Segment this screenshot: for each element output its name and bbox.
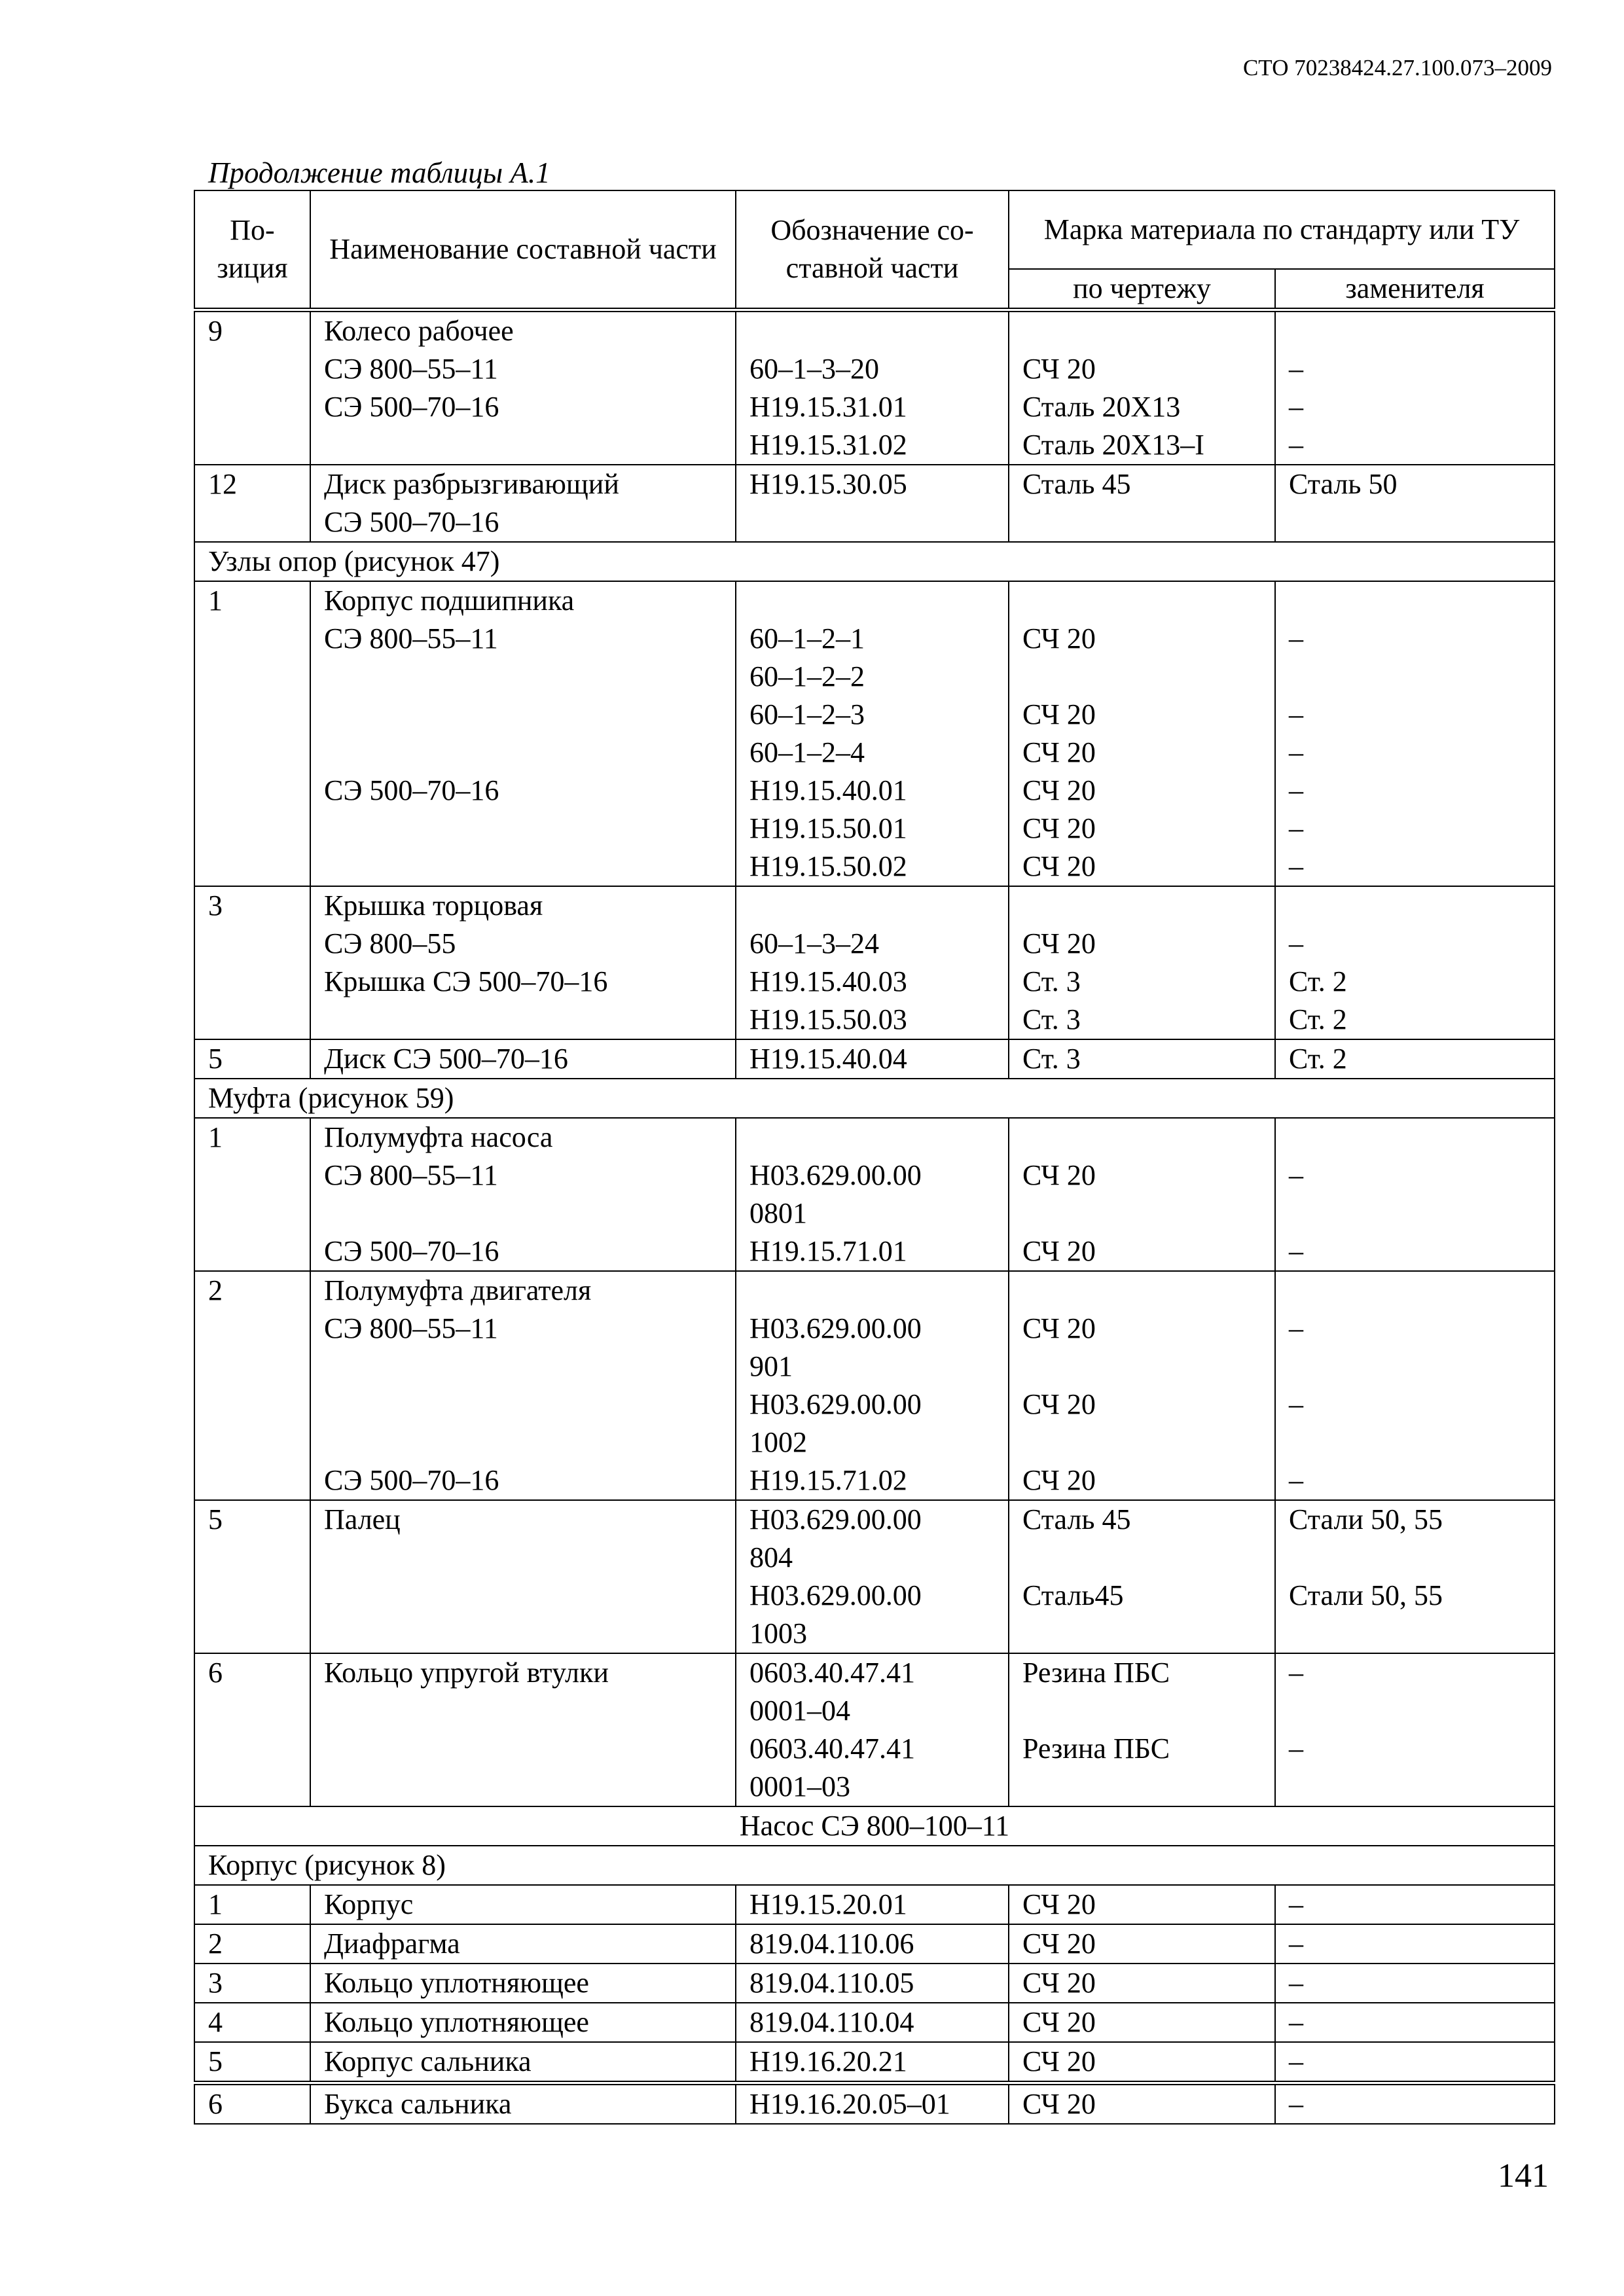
substitute-cell [1275,1924,1555,1964]
table-row [194,1924,1555,1964]
material-cell [1009,2003,1275,2042]
document-code: СТО 70238424.27.100.073–2009 [1242,55,1552,81]
material-line: СЧ 20 [1022,1159,1096,1191]
section-heading: Корпус (рисунок 8) [194,1846,1555,1885]
table-row [194,1079,1555,1118]
name-line: Колесо рабочее [324,315,514,347]
material-line [1022,1539,1261,1577]
designation-cell [736,465,1009,542]
designation-line: Н03.629.00.00 [749,1312,922,1344]
position-value: 5 [208,1043,223,1075]
designation-line [749,1119,995,1157]
designation-line: Н19.15.50.03 [749,1003,907,1035]
position-value: 9 [208,315,223,347]
material-line: СЧ 20 [1022,1928,1096,1960]
material-cell [1009,2042,1275,2083]
designation-line: 60–1–2–4 [749,736,865,768]
name-line [324,734,722,772]
designation-line: 60–1–3–24 [749,927,879,960]
table-row [194,1653,1555,1806]
position-cell [194,1039,310,1079]
position-value: 2 [208,1928,223,1960]
position-cell [194,310,310,465]
designation-cell [736,2003,1009,2042]
designation-line: Н19.15.40.04 [749,1043,907,1075]
name-line [324,1577,722,1615]
substitute-line [1289,1348,1541,1386]
name-line [324,1386,722,1424]
substitute-line: – [1289,1312,1303,1344]
designation-cell [736,1039,1009,1079]
material-line [1022,1615,1261,1653]
material-line [1022,658,1261,696]
name-line: СЭ 500–70–16 [324,1235,499,1267]
name-line [324,1730,722,1768]
substitute-cell [1275,1885,1555,1924]
materials-table [194,190,1555,2125]
material-line: Сталь 45 [1022,468,1131,500]
name-line [324,696,722,734]
substitute-cell [1275,1271,1555,1500]
name-line [324,848,722,886]
header-by-drawing: по чертежу [1009,269,1275,310]
designation-cell [736,1964,1009,2003]
name-line [324,1615,722,1653]
name-line: Диск разбрызгивающий [324,468,619,500]
designation-line: 60–1–2–3 [749,698,865,730]
designation-line: 0801 [749,1197,807,1229]
material-line [1022,1424,1261,1462]
header-substitute: заменителя [1275,269,1555,310]
table-row [194,1885,1555,1924]
position-value: 5 [208,1503,223,1535]
name-line: Кольцо уплотняющее [324,2006,589,2038]
material-cell [1009,1653,1275,1806]
position-value: 3 [208,1967,223,1999]
table-row [194,1964,1555,2003]
designation-line: Н19.15.50.02 [749,850,907,882]
table-row [194,1118,1555,1271]
position-cell [194,465,310,542]
substitute-line: – [1289,2088,1303,2120]
designation-line: Н19.16.20.05–01 [749,2088,950,2120]
table-row [194,2042,1555,2083]
substitute-line: – [1289,774,1303,806]
designation-cell [736,310,1009,465]
material-line: Ст. 3 [1022,965,1081,997]
name-cell [310,1039,736,1079]
substitute-line: Ст. 2 [1289,1043,1347,1075]
substitute-line: Сталь 50 [1289,468,1398,500]
substitute-line [1289,1539,1541,1577]
page-number: 141 [1498,2157,1549,2195]
table-body [194,310,1555,2125]
designation-line: Н03.629.00.00 [749,1388,922,1420]
substitute-line [1289,1768,1541,1806]
designation-cell [736,1924,1009,1964]
position-value: 1 [208,1888,223,1920]
substitute-line: – [1289,736,1303,768]
designation-line: Н19.15.71.01 [749,1235,907,1267]
substitute-line [1289,312,1541,350]
name-cell [310,1924,736,1964]
name-line: СЭ 800–55–11 [324,1159,498,1191]
name-cell [310,310,736,465]
substitute-cell [1275,1653,1555,1806]
designation-line: Н03.629.00.00 [749,1159,922,1191]
name-cell [310,465,736,542]
table-row [194,886,1555,1039]
substitute-line: – [1289,429,1303,461]
table-row [194,1039,1555,1079]
designation-line: Н19.15.50.01 [749,812,907,844]
substitute-line: – [1289,1464,1303,1496]
position-cell [194,1653,310,1806]
name-line: СЭ 800–55–11 [324,353,498,385]
name-line [324,1348,722,1386]
designation-line: Н19.15.71.02 [749,1464,907,1496]
material-line [1022,1272,1261,1310]
name-line: Корпус [324,1888,414,1920]
name-line: Крышка торцовая [324,889,543,922]
material-line [1022,1768,1261,1806]
material-line: СЧ 20 [1022,736,1096,768]
position-cell [194,2083,310,2125]
substitute-line: – [1289,812,1303,844]
substitute-cell [1275,581,1555,886]
name-cell [310,1500,736,1653]
designation-line: 0001–04 [749,1695,850,1727]
name-line: СЭ 800–55 [324,927,456,960]
substitute-line: – [1289,1388,1303,1420]
name-cell [310,1964,736,2003]
designation-line: 60–1–2–1 [749,622,865,655]
designation-cell [736,2083,1009,2125]
name-line: СЭ 800–55–11 [324,1312,498,1344]
name-cell [310,2042,736,2083]
name-cell [310,1885,736,1924]
substitute-line: – [1289,353,1303,385]
designation-line: 60–1–3–20 [749,353,879,385]
material-cell [1009,1964,1275,2003]
material-cell [1009,1039,1275,1079]
material-line [1022,582,1261,620]
name-line [324,1692,722,1730]
name-line [324,810,722,848]
material-line: СЧ 20 [1022,1464,1096,1496]
designation-line: 0603.40.47.41 [749,1732,915,1765]
position-value: 6 [208,2088,223,2120]
position-cell [194,581,310,886]
substitute-cell [1275,886,1555,1039]
material-line [1022,312,1261,350]
designation-line: 819.04.110.04 [749,2006,914,2038]
material-cell [1009,581,1275,886]
material-line: Резина ПБС [1022,1732,1170,1765]
substitute-line: – [1289,850,1303,882]
designation-line [749,503,995,541]
position-cell [194,1118,310,1271]
position-value: 4 [208,2006,223,2038]
substitute-line: – [1289,927,1303,960]
material-line: СЧ 20 [1022,812,1096,844]
table-row [194,1500,1555,1653]
substitute-line: – [1289,391,1303,423]
substitute-cell [1275,2003,1555,2042]
material-line: СЧ 20 [1022,2045,1096,2077]
substitute-line [1289,1194,1541,1232]
table-row [194,310,1555,465]
designation-line [749,582,995,620]
header-material: Марка материала по стандарту или ТУ [1009,190,1555,269]
material-line: СЧ 20 [1022,1312,1096,1344]
substitute-line [1289,1272,1541,1310]
substitute-line: Стали 50, 55 [1289,1503,1443,1535]
name-line: Крышка СЭ 500–70–16 [324,965,608,997]
name-line: Палец [324,1503,401,1535]
name-line: СЭ 800–55–11 [324,622,498,655]
position-cell [194,1885,310,1924]
material-line: Сталь45 [1022,1579,1124,1611]
material-line: Ст. 3 [1022,1003,1081,1035]
designation-line: Н19.16.20.21 [749,2045,907,2077]
substitute-line: Стали 50, 55 [1289,1579,1443,1611]
substitute-line [1289,887,1541,925]
designation-cell [736,1500,1009,1653]
substitute-cell [1275,2042,1555,2083]
material-cell [1009,1500,1275,1653]
table-caption: Продолжение таблицы А.1 [208,156,550,189]
material-line: Сталь 20Х13 [1022,391,1181,423]
name-line: СЭ 500–70–16 [324,1464,499,1496]
material-line: СЧ 20 [1022,698,1096,730]
material-line: СЧ 20 [1022,1388,1096,1420]
material-cell [1009,1271,1275,1500]
designation-line: Н19.15.40.03 [749,965,907,997]
material-line: СЧ 20 [1022,1235,1096,1267]
position-value: 1 [208,584,223,617]
substitute-line: – [1289,2006,1303,2038]
section-heading: Муфта (рисунок 59) [194,1079,1555,1118]
material-line: СЧ 20 [1022,774,1096,806]
name-line: Диафрагма [324,1928,460,1960]
position-cell [194,2003,310,2042]
name-cell [310,2003,736,2042]
position-value: 1 [208,1121,223,1153]
table-row [194,542,1555,581]
name-line: Букса сальника [324,2088,512,2120]
designation-line: 1003 [749,1617,807,1649]
table-row [194,1806,1555,1846]
header-name: Наименование составной части [310,190,736,310]
table-row [194,2003,1555,2042]
designation-cell [736,2042,1009,2083]
position-value: 12 [208,468,237,500]
name-cell [310,886,736,1039]
material-line: СЧ 20 [1022,850,1096,882]
designation-line: Н19.15.31.02 [749,429,907,461]
name-cell [310,1653,736,1806]
substitute-line: – [1289,698,1303,730]
material-line [1022,1348,1261,1386]
position-cell [194,1500,310,1653]
table-row [194,581,1555,886]
name-line: Полумуфта двигателя [324,1274,592,1306]
position-cell [194,2042,310,2083]
substitute-line: – [1289,1928,1303,1960]
substitute-line: – [1289,1235,1303,1267]
material-line: СЧ 20 [1022,2088,1096,2120]
substitute-line: – [1289,1888,1303,1920]
name-line: Кольцо уплотняющее [324,1967,589,1999]
substitute-line: – [1289,1967,1303,1999]
designation-cell [736,886,1009,1039]
section-heading: Узлы опор (рисунок 47) [194,542,1555,581]
material-line [1022,1194,1261,1232]
name-line: Кольцо упругой втулки [324,1657,609,1689]
substitute-cell [1275,1039,1555,1079]
name-line [324,1194,722,1232]
designation-line: Н19.15.40.01 [749,774,907,806]
substitute-cell [1275,1118,1555,1271]
pump-subtitle: Насос СЭ 800–100–11 [194,1806,1555,1846]
designation-cell [736,1118,1009,1271]
designation-cell [736,581,1009,886]
substitute-line: – [1289,1732,1303,1765]
substitute-cell [1275,1500,1555,1653]
name-line: СЭ 500–70–16 [324,391,499,423]
material-line: СЧ 20 [1022,2006,1096,2038]
position-value: 5 [208,2045,223,2077]
material-line: СЧ 20 [1022,1888,1096,1920]
designation-cell [736,1885,1009,1924]
material-line: СЧ 20 [1022,1967,1096,1999]
name-cell [310,581,736,886]
designation-line [749,312,995,350]
substitute-line [1289,1692,1541,1730]
material-line [1022,887,1261,925]
position-value: 6 [208,1657,223,1689]
substitute-cell [1275,465,1555,542]
designation-cell [736,1653,1009,1806]
designation-line: 804 [749,1541,793,1573]
substitute-cell [1275,1964,1555,2003]
substitute-line: – [1289,1657,1303,1689]
table-row [194,2083,1555,2125]
name-line [324,1768,722,1806]
name-line: Корпус сальника [324,2045,532,2077]
name-cell [310,1118,736,1271]
name-line [324,426,722,464]
material-cell [1009,2083,1275,2125]
table-row [194,1271,1555,1500]
material-line: СЧ 20 [1022,353,1096,385]
position-cell [194,1924,310,1964]
position-value: 3 [208,889,223,922]
material-line: СЧ 20 [1022,622,1096,655]
name-line: Диск СЭ 500–70–16 [324,1043,568,1075]
designation-line: Н03.629.00.00 [749,1503,922,1535]
name-line [324,1424,722,1462]
name-line: СЭ 500–70–16 [324,506,499,538]
designation-line: 0603.40.47.41 [749,1657,915,1689]
substitute-line [1289,658,1541,696]
name-line [324,1001,722,1039]
designation-line [749,887,995,925]
substitute-line [1289,582,1541,620]
table-row [194,465,1555,542]
substitute-line: – [1289,1159,1303,1191]
designation-line: 60–1–2–2 [749,660,865,692]
designation-line: Н19.15.31.01 [749,391,907,423]
material-cell [1009,465,1275,542]
name-line: СЭ 500–70–16 [324,774,499,806]
material-cell [1009,1885,1275,1924]
designation-line: 901 [749,1350,793,1382]
material-cell [1009,310,1275,465]
designation-line: Н19.15.20.01 [749,1888,907,1920]
material-cell [1009,1924,1275,1964]
substitute-line: Ст. 2 [1289,965,1347,997]
name-cell [310,2083,736,2125]
substitute-line [1289,1615,1541,1653]
substitute-line [1289,503,1541,541]
substitute-line [1289,1424,1541,1462]
designation-line: Н19.15.30.05 [749,468,907,500]
material-cell [1009,1118,1275,1271]
position-cell [194,1964,310,2003]
material-line: Сталь 20Х13–I [1022,429,1204,461]
material-line: СЧ 20 [1022,927,1096,960]
position-cell [194,886,310,1039]
designation-line: Н03.629.00.00 [749,1579,922,1611]
material-line: Ст. 3 [1022,1043,1081,1075]
header-position: По- зиция [194,190,310,310]
name-line: Полумуфта насоса [324,1121,553,1153]
substitute-line: Ст. 2 [1289,1003,1347,1035]
name-line [324,1539,722,1577]
designation-line: 1002 [749,1426,807,1458]
name-line [324,658,722,696]
designation-line: 819.04.110.06 [749,1928,914,1960]
material-line [1022,1119,1261,1157]
material-cell [1009,886,1275,1039]
name-cell [310,1271,736,1500]
substitute-line [1289,1119,1541,1157]
material-line: Сталь 45 [1022,1503,1131,1535]
header-designation: Обозначение со-ставной части [736,190,1009,310]
position-cell [194,1271,310,1500]
substitute-line: – [1289,2045,1303,2077]
designation-line [749,1272,995,1310]
designation-line: 819.04.110.05 [749,1967,914,1999]
material-line: Резина ПБС [1022,1657,1170,1689]
name-line: Корпус подшипника [324,584,575,617]
table-row [194,1846,1555,1885]
substitute-cell [1275,2083,1555,2125]
material-line [1022,503,1261,541]
position-value: 2 [208,1274,223,1306]
designation-line: 0001–03 [749,1770,850,1803]
substitute-line: – [1289,622,1303,655]
designation-cell [736,1271,1009,1500]
material-line [1022,1692,1261,1730]
substitute-cell [1275,310,1555,465]
